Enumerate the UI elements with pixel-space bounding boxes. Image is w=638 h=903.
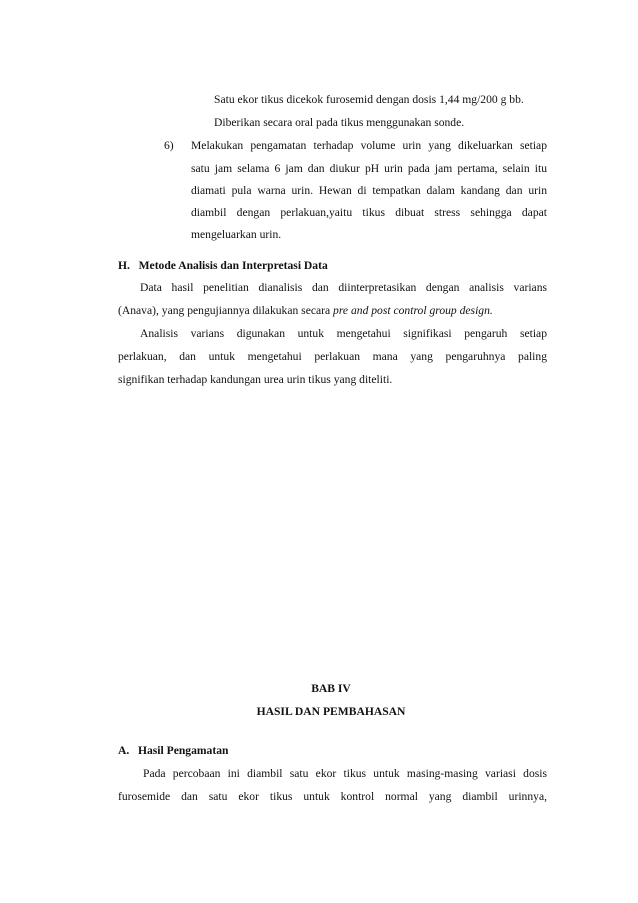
item6-line-3: diamati pula warna urin. Hewan di tempatkan dalam kandang dan urin [191, 184, 547, 197]
list-number-6: 6) [164, 139, 174, 152]
continuation-line-1: Satu ekor tikus dicekok furosemid dengan dosis 1,44 mg/200 g bb. [214, 93, 524, 106]
section-h-para1-line-1: Data hasil penelitian dianalisis dan diinterpretasikan dengan analisis varians [140, 281, 547, 294]
section-h-para2-line-3: signifikan terhadap kandungan urea urin tikus yang diteliti. [118, 373, 393, 386]
item6-line-2: satu jam selama 6 jam dan diukur pH urin pada jam pertama, selain itu [191, 162, 547, 175]
item6-line-5: mengeluarkan urin. [191, 228, 282, 241]
section-a-heading: A. Hasil Pengamatan [118, 744, 229, 757]
section-h-para1-line-2 [118, 303, 493, 319]
section-a-para-line-2: furosemide dan satu ekor tikus untuk kontrol normal yang diambil urinnya, [118, 790, 547, 803]
section-h-para2-line-1: Analisis varians digunakan untuk mengetahui signifikasi pengaruh setiap [140, 327, 547, 340]
section-h-heading: H. Metode Analisis dan Interpretasi Data [118, 259, 328, 272]
section-h-para2-line-2: perlakuan, dan untuk mengetahui perlakuan mana yang pengaruhnya paling [118, 350, 547, 363]
chapter-subtitle: HASIL DAN PEMBAHASAN [256, 705, 406, 718]
section-h-para1-text: (Anava), yang pengujiannya dilakukan secara [118, 304, 334, 317]
continuation-line-2: Diberikan secara oral pada tikus menggunakan sonde. [214, 116, 465, 129]
section-a-para-line-1: Pada percobaan ini diambil satu ekor tikus untuk masing-masing variasi dosis [143, 767, 547, 780]
item6-line-1: Melakukan pengamatan terhadap volume urin yang dikeluarkan setiap [191, 139, 547, 152]
section-h-design-term: pre and post control group design. [333, 304, 493, 317]
item6-line-4: diambil dengan perlakuan,yaitu tikus dibuat stress sehingga dapat [191, 206, 547, 219]
chapter-title: BAB IV [311, 682, 351, 695]
